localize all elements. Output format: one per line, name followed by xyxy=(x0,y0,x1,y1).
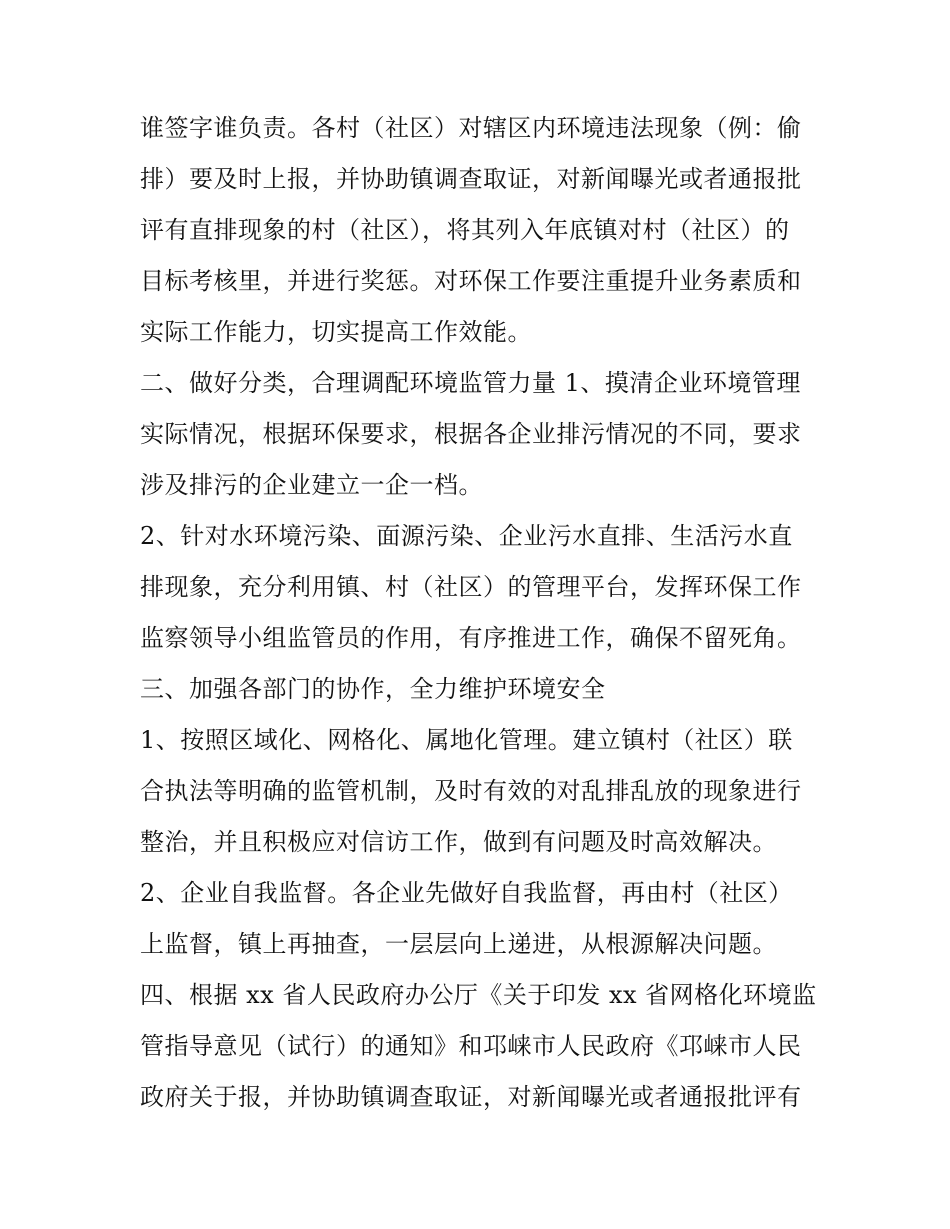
text-line: 2、企业自我监督。各企业先做好自我监督，再由村（社区） xyxy=(140,879,793,907)
text-line: 2、针对水环境污染、面源污染、企业污水直排、生活污水直 xyxy=(140,522,793,550)
text-line: 管指导意见（试行）的通知》和邛崃市人民政府《邛崃市人民 xyxy=(140,1032,802,1060)
text-line: 合执法等明确的监管机制，及时有效的对乱排乱放的现象进行 xyxy=(140,777,802,805)
text-line: 排现象，充分利用镇、村（社区）的管理平台，发挥环保工作 xyxy=(140,573,802,601)
text-line: 监察领导小组监管员的作用，有序推进工作，确保不留死角。 xyxy=(140,624,802,652)
text-line: 实际情况，根据环保要求，根据各企业排污情况的不同，要求 xyxy=(140,420,802,448)
text-line: 1、按照区域化、网格化、属地化管理。建立镇村（社区）联 xyxy=(140,726,793,754)
section-heading-2: 二、做好分类，合理调配环境监管力量 1、摸清企业环境管理 xyxy=(140,369,801,397)
section-heading-3: 三、加强各部门的协作，全力维护环境安全 xyxy=(140,675,606,703)
text-line: 上监督，镇上再抽查，一层层向上递进，从根源解决问题。 xyxy=(140,930,777,958)
text-line: 目标考核里，并进行奖惩。对环保工作要注重提升业务素质和 xyxy=(140,267,802,295)
text-line: 涉及排污的企业建立一企一档。 xyxy=(140,471,483,499)
text-line: 政府关于报，并协助镇调查取证，对新闻曝光或者通报批评有 xyxy=(140,1083,802,1111)
document-body xyxy=(140,103,820,1123)
text-line: 排）要及时上报，并协助镇调查取证，对新闻曝光或者通报批 xyxy=(140,165,802,193)
text-line: 评有直排现象的村（社区），将其列入年底镇对村（社区）的 xyxy=(140,216,790,244)
text-line: 实际工作能力，切实提高工作效能。 xyxy=(140,318,532,346)
text-line: 整治，并且积极应对信访工作，做到有问题及时高效解决。 xyxy=(140,828,777,856)
section-heading-4: 四、根据 xx 省人民政府办公厅《关于印发 xx 省网格化环境监 xyxy=(140,981,817,1009)
text-line: 谁签字谁负责。各村（社区）对辖区内环境违法现象（例：偷 xyxy=(140,114,802,142)
